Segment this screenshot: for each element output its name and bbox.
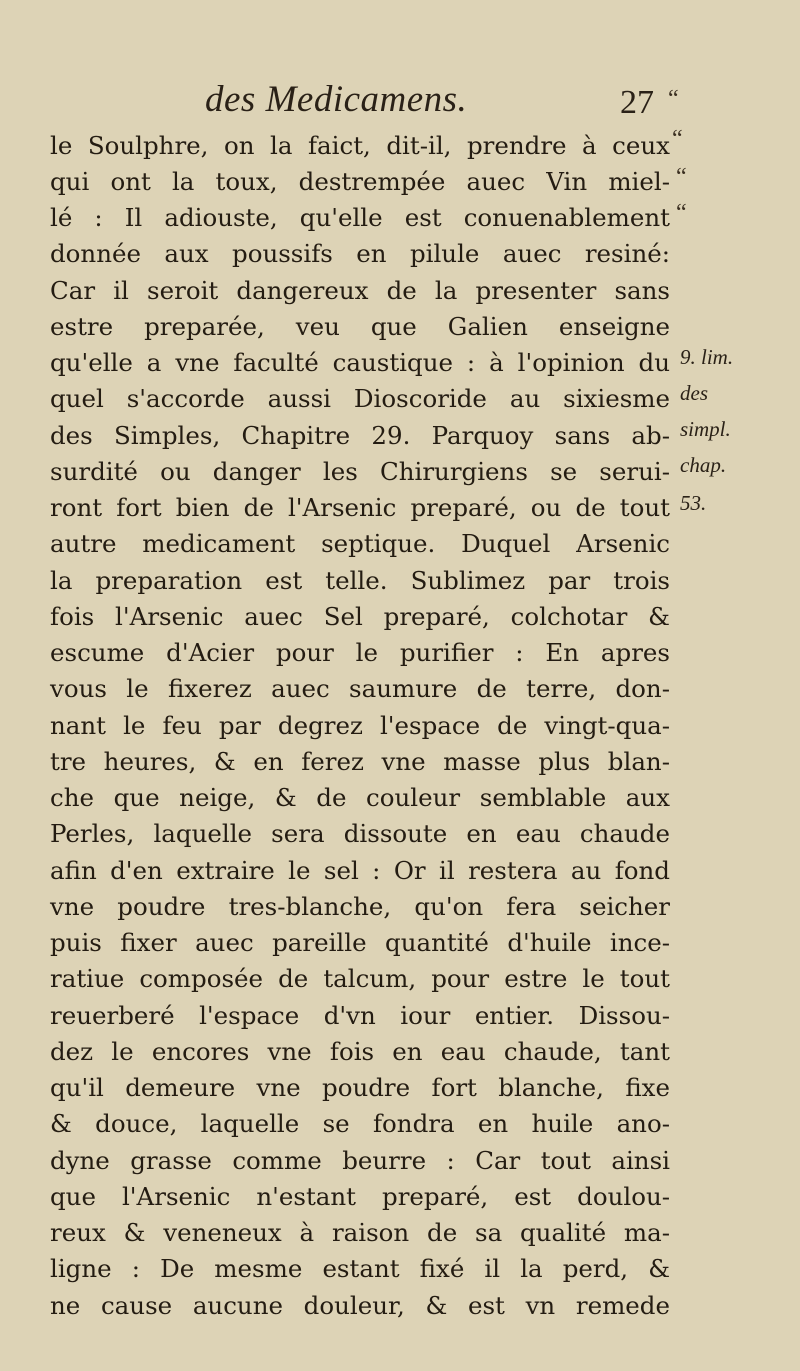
text-line: dyne grasse comme beurre : Car tout ainsi (50, 1146, 670, 1175)
margin-note-line: chap. (680, 453, 727, 477)
text-line: la preparation est telle. Sublimez par trois (50, 566, 670, 595)
text-line: que l'Arsenic n'estant preparé, est doulou- (50, 1182, 670, 1211)
text-line: escume d'Acier pour le purifier : En apres (50, 638, 670, 667)
text-line: & douce, laquelle se fondra en huile ano- (50, 1109, 670, 1138)
text-line: nant le feu par degrez l'espace de vingt-qua- (50, 711, 670, 740)
margin-note-line: 9. lim. (680, 345, 734, 369)
text-line: ligne : De mesme estant fixé il la perd, & (50, 1254, 670, 1283)
quote-mark: “ (672, 126, 683, 152)
text-line: qui ont la toux, destrempée auec Vin miel- (50, 167, 670, 196)
text-line: dez le encores vne fois en eau chaude, tant (50, 1037, 670, 1066)
text-line: le Soulphre, on la faict, dit-il, prendre à ceux (50, 131, 670, 160)
text-line: vous le fixerez auec saumure de terre, don- (50, 674, 670, 703)
text-line: afin d'en extraire le sel : Or il restera au fond (50, 856, 670, 885)
quote-mark: “ (676, 200, 687, 226)
margin-note-line: des (680, 381, 708, 405)
text-line: ront fort bien de l'Arsenic preparé, ou de tout (50, 493, 670, 522)
text-line: surdité ou danger les Chirurgiens se serui- (50, 457, 670, 486)
text-line: tre heures, & en ferez vne masse plus blan- (50, 747, 670, 776)
text-line: ne cause aucune douleur, & est vn remede (50, 1291, 670, 1320)
text-line: ratiue composée de talcum, pour estre le tout (50, 964, 670, 993)
text-line: Perles, laquelle sera dissoute en eau chaude (50, 819, 670, 848)
quote-mark: “ (668, 86, 679, 112)
margin-note-line: 53. (680, 491, 707, 515)
text-line: des Simples, Chapitre 29. Parquoy sans ab- (50, 421, 670, 450)
text-line: estre preparée, veu que Galien enseigne (50, 312, 670, 341)
text-line: vne poudre tres-blanche, qu'on fera seicher (50, 892, 670, 921)
text-line: reuerberé l'espace d'vn iour entier. Dissou- (50, 1001, 670, 1030)
text-line: qu'il demeure vne poudre fort blanche, fixe (50, 1073, 670, 1102)
text-line: donnée aux poussifs en pilule auec resiné: (50, 239, 670, 268)
text-line: che que neige, & de couleur semblable aux (50, 783, 670, 812)
text-line: Car il seroit dangereux de la presenter sans (50, 276, 670, 305)
text-line: quel s'accorde aussi Dioscoride au sixiesme (50, 384, 670, 413)
text-line: fois l'Arsenic auec Sel preparé, colchotar & (50, 602, 670, 631)
margin-note-line: simpl. (680, 417, 731, 441)
quote-mark: “ (676, 164, 687, 190)
text-line: autre medicament septique. Duquel Arsenic (50, 529, 670, 558)
text-line: puis fixer auec pareille quantité d'huile ince- (50, 928, 670, 957)
page-number: 27 (620, 84, 654, 121)
text-line: qu'elle a vne faculté caustique : à l'opinion du (50, 348, 670, 377)
text-line: reux & veneneux à raison de sa qualité ma- (50, 1218, 670, 1247)
running-title: des Medicamens. (205, 79, 468, 120)
text-line: lé : Il adiouste, qu'elle est conuenablement (50, 203, 670, 232)
